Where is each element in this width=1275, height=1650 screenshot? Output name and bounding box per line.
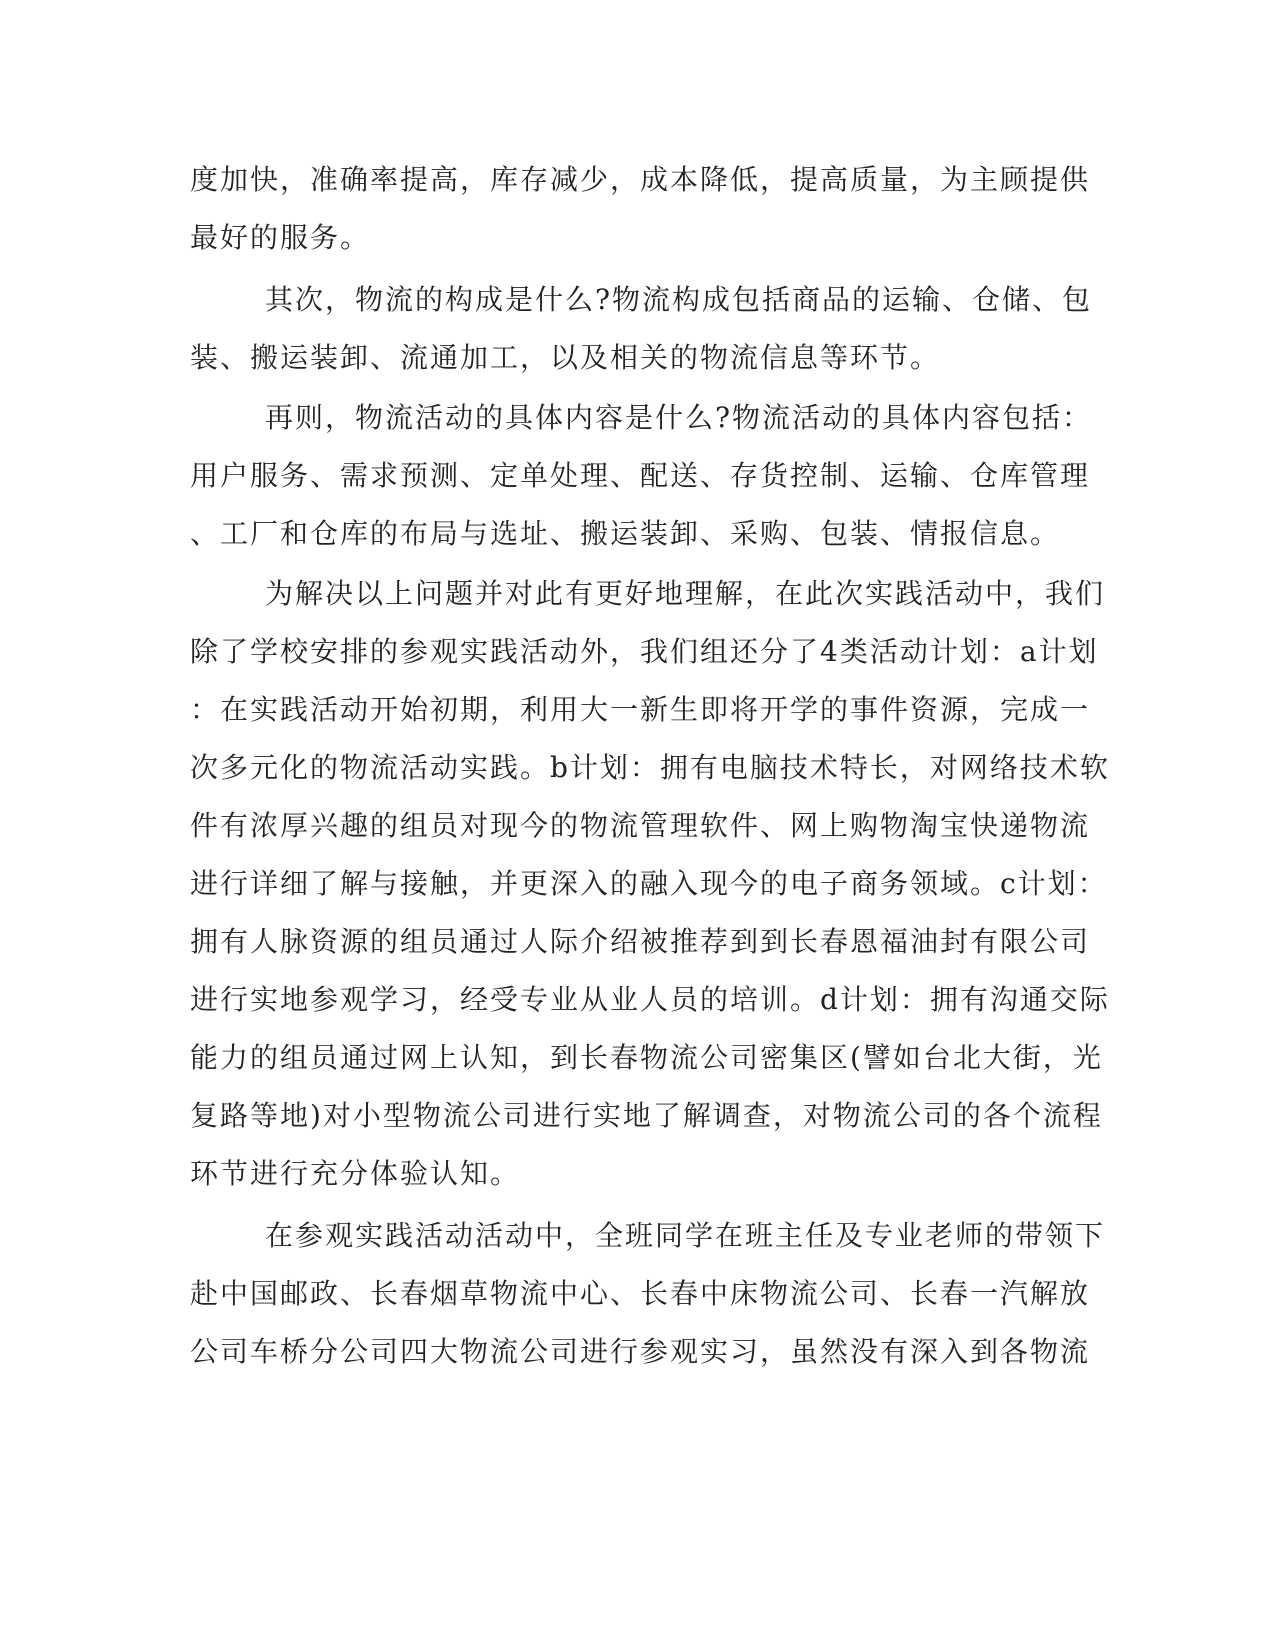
- text-line: 最好的服务。: [190, 221, 371, 254]
- text-line: ：在实践活动开始初期，利用大一新生即将开学的事件资源，完成一: [190, 693, 1091, 726]
- text-line: 度加快，准确率提高，库存减少，成本降低，提高质量，为主顾提供: [190, 163, 1091, 196]
- text-line: 为解决以上问题并对此有更好地理解，在此次实践活动中，我们: [265, 577, 1106, 610]
- text-line: 复路等地)对小型物流公司进行实地了解调查，对物流公司的各个流程: [190, 1099, 1103, 1132]
- text-line: 进行详细了解与接触，并更深入的融入现今的电子商务领域。c计划：: [190, 867, 1108, 900]
- text-line: 拥有人脉资源的组员通过人际介绍被推荐到到长春恩福油封有限公司: [190, 925, 1091, 958]
- text-line: 、工厂和仓库的布局与选址、搬运装卸、采购、包装、情报信息。: [190, 517, 1061, 550]
- text-line: 再则，物流活动的具体内容是什么?物流活动的具体内容包括：: [265, 401, 1093, 434]
- text-line: 进行实地参观学习，经受专业从业人员的培训。d计划：拥有沟通交际: [190, 983, 1110, 1016]
- text-line: 在参观实践活动活动中，全班同学在班主任及专业老师的带领下: [265, 1219, 1106, 1252]
- text-line: 环节进行充分体验认知。: [190, 1157, 521, 1190]
- text-line: 装、搬运装卸、流通加工，以及相关的物流信息等环节。: [190, 341, 941, 374]
- text-line: 用户服务、需求预测、定单处理、配送、存货控制、运输、仓库管理: [190, 459, 1091, 492]
- text-line: 次多元化的物流活动实践。b计划：拥有电脑技术特长，对网络技术软: [190, 751, 1110, 784]
- text-line: 件有浓厚兴趣的组员对现今的物流管理软件、网上购物淘宝快递物流: [190, 809, 1091, 842]
- text-line: 公司车桥分公司四大物流公司进行参观实习，虽然没有深入到各物流: [190, 1335, 1091, 1368]
- text-line: 赴中国邮政、长春烟草物流中心、长春中床物流公司、长春一汽解放: [190, 1277, 1091, 1310]
- text-line: 能力的组员通过网上认知，到长春物流公司密集区(譬如台北大街，光: [190, 1041, 1103, 1074]
- text-line: 除了学校安排的参观实践活动外，我们组还分了4类活动计划：a计划: [190, 635, 1099, 668]
- text-line: 其次，物流的构成是什么?物流构成包括商品的运输、仓储、包: [265, 283, 1093, 316]
